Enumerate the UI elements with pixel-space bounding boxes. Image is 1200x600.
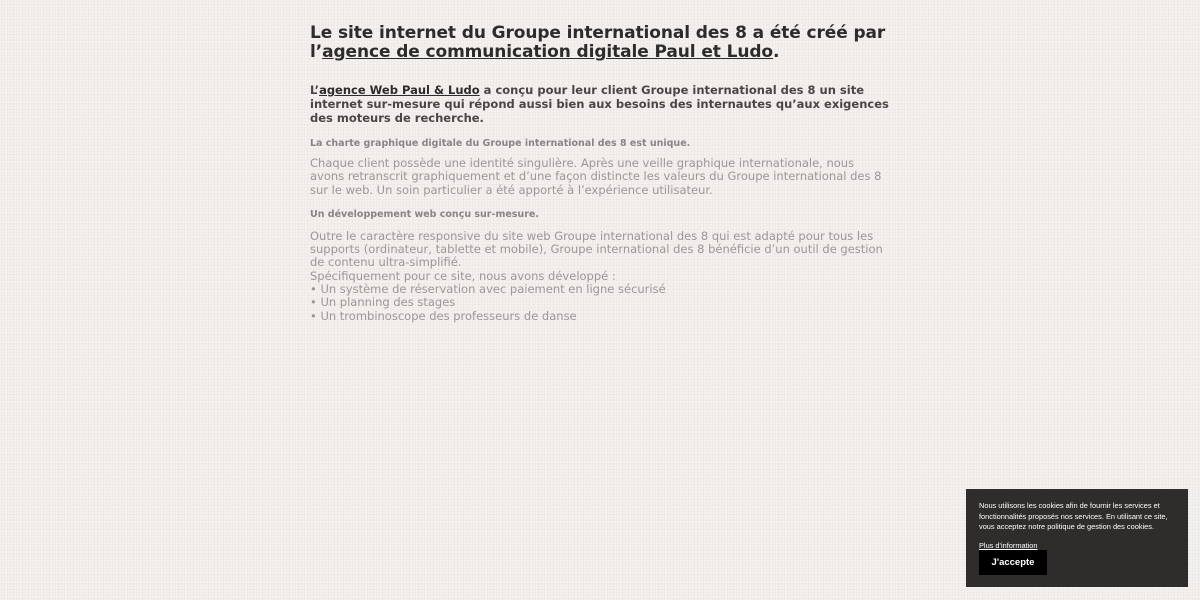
more-info-link[interactable]: Plus d'information: [979, 540, 1038, 550]
agency-link-intro[interactable]: agence Web Paul & Ludo: [319, 83, 480, 97]
development-paragraph: Outre le caractère responsive du site web Groupe international des 8 qui est adapté pour tous les supports (ordinateur, tablette et mobile), Groupe international des 8 bénéficie d’un outil de gestion de contenu ultra-simplifié.: [310, 228, 883, 270]
development-list-intro: Spécifiquement pour ce site, nous avons développé :: [310, 268, 616, 283]
section-heading-design: La charte graphique digitale du Groupe international des 8 est unique.: [310, 138, 691, 149]
section-heading-development: Un développement web conçu sur-mesure.: [310, 208, 539, 220]
accept-cookies-button[interactable]: J'accepte: [979, 550, 1047, 575]
cookie-banner: [966, 489, 1188, 587]
article: [310, 24, 890, 323]
section-text-design: Chaque client possède une identité singulière. Après une veille graphique internationale, nous avons retranscrit graphiquement et d’une façon distincte les valeurs du Groupe international des 8 sur le web. Un soin particulier a été apporté à l’expérience utilisateur.: [310, 156, 882, 197]
intro-text: a conçu pour leur client Groupe international des 8 un site internet sur-mesure qui répond aussi bien aux besoins des internautes qu’aux exigences des moteurs de recherche.: [310, 83, 889, 125]
list-item: • Un système de réservation avec paiement en ligne sécurisé: [310, 282, 666, 297]
list-item: • Un trombinoscope des professeurs de danse: [310, 308, 577, 323]
intro-paragraph: [310, 83, 890, 125]
list-item: • Un planning des stages: [310, 295, 456, 310]
cookie-notice-text: Nous utilisons les cookies afin de fournir les services et fonctionnalités proposés nos services. En utilisant ce site, vous acceptez notre politique de gestion des cookies.: [979, 501, 1168, 532]
title-text: Le site internet du Groupe international des 8 a été créé par l’: [310, 23, 886, 62]
agency-link-title[interactable]: agence de communication digitale Paul et Ludo: [322, 42, 773, 62]
intro-prefix: L’: [310, 83, 320, 97]
title-suffix: .: [772, 42, 780, 62]
page-title: [310, 24, 890, 62]
section-text-development: [310, 230, 890, 323]
